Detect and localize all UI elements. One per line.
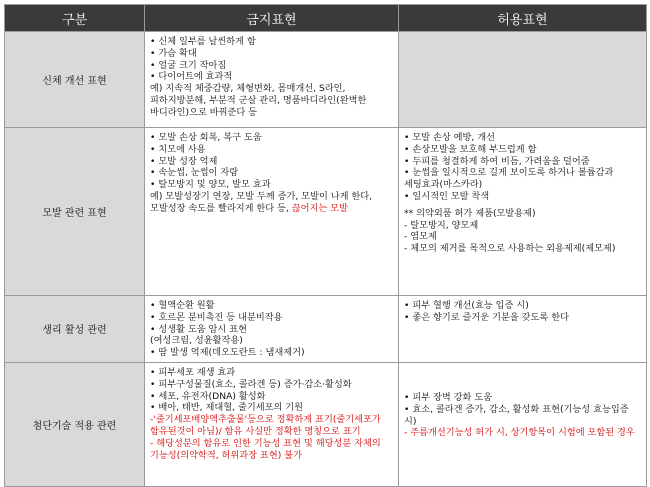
line-text: • 속눈썹, 눈썹이 자람 bbox=[150, 167, 239, 179]
prohibited-line bbox=[150, 179, 393, 191]
line-text: • 혈액순환 원활 bbox=[150, 300, 215, 311]
line-text: 예) 지속적 체중감량, 체형변화, 몸매개선, S라인, 피하지방분해, 부분적 군살 관리, 명품바디라인(완벽한 바디라인)으로 바꿔준다 등 bbox=[150, 83, 367, 118]
line-text: • 성생활 도움 암시 표현 bbox=[150, 323, 247, 335]
highlight-text: -'줄기세포배양액추출물'등으로 정확하게 표기(줄기세포가 함유된것이 아님)/ 함유 사실만 정확한 명칭으로 표기 bbox=[150, 414, 381, 437]
line-text: • 신체 일부를 날씬하게 함 bbox=[150, 36, 256, 47]
row-category: 생리 활성 관련 bbox=[5, 296, 145, 363]
prohibited-cell bbox=[145, 128, 399, 296]
prohibited-line bbox=[150, 300, 393, 312]
line-text: • 땀 발생 억제(데오도란트 : 냄새제거) bbox=[150, 347, 305, 359]
expression-comparison-table bbox=[4, 4, 647, 487]
prohibited-line bbox=[150, 144, 393, 156]
line-text: • 호르몬 분비촉진 등 내분비작용 bbox=[150, 311, 283, 323]
prohibited-line bbox=[150, 312, 393, 324]
prohibited-line bbox=[150, 367, 393, 379]
line-text: • 얼굴 크기 작아짐 bbox=[150, 59, 227, 71]
prohibited-line bbox=[150, 402, 393, 414]
highlight-text: - 해당성분의 함유로 인한 기능성 표현 및 해당성분 자체의 기능성(의약학적, 허위과장 표현) 불가 bbox=[150, 437, 381, 461]
row-category: 모발 관련 표현 bbox=[5, 128, 145, 296]
prohibited-line bbox=[150, 36, 393, 48]
allowed-line bbox=[404, 231, 641, 243]
prohibited-line bbox=[150, 71, 393, 83]
prohibited-line bbox=[150, 60, 393, 72]
line-text: • 모발 손상 회복, 복구 도움 bbox=[150, 132, 262, 143]
prohibited-line bbox=[150, 48, 393, 60]
prohibited-line bbox=[150, 324, 393, 336]
header-category: 구분 bbox=[5, 5, 145, 32]
line-text: • 피부 장벽 강화 도움 bbox=[404, 391, 493, 403]
comparison-table-container bbox=[4, 4, 646, 478]
line-text: • 세포, 유전자(DNA) 활성화 bbox=[150, 390, 266, 402]
allowed-line bbox=[404, 404, 641, 428]
prohibited-line bbox=[150, 335, 393, 347]
header-prohibited: 금지표현 bbox=[145, 5, 399, 32]
row-category: 신체 개선 표현 bbox=[5, 32, 145, 128]
line-text: • 손상모발을 보호해 부드럽게 함 bbox=[404, 143, 537, 155]
line-text: • 다이어트에 효과적 bbox=[150, 71, 233, 83]
line-text: • 피부구성물질(효소, 콜라겐 등) 증가·감소·활성화 bbox=[150, 378, 352, 390]
line-text: ** 의약외품 허가 제품(모발용제) bbox=[404, 207, 536, 219]
highlight-text: - 주름개선기능성 허가 시, 상기항목이 시험에 포함된 경우 bbox=[404, 427, 635, 439]
allowed-cell bbox=[399, 128, 647, 296]
allowed-line bbox=[404, 300, 641, 312]
highlight-text: 끊어지는 모발 bbox=[291, 202, 348, 214]
table-row bbox=[5, 362, 647, 486]
table-header-row bbox=[5, 5, 647, 32]
allowed-line bbox=[404, 392, 641, 404]
prohibited-line bbox=[150, 191, 393, 215]
allowed-line bbox=[404, 191, 641, 203]
line-text: (여성크림, 성윤활작용) bbox=[150, 335, 243, 347]
table-row bbox=[5, 128, 647, 296]
line-text: • 일시적인 모발 착색 bbox=[404, 190, 490, 202]
allowed-line bbox=[404, 243, 641, 255]
line-text: • 두피를 청결하게 하여 비듬, 가려움을 덜어줌 bbox=[404, 155, 590, 167]
prohibited-cell bbox=[145, 296, 399, 363]
allowed-line bbox=[404, 312, 641, 324]
line-text: • 좋은 향기로 즐거운 기분을 갖도록 한다 bbox=[404, 311, 569, 323]
prohibited-line bbox=[150, 167, 393, 179]
table-row bbox=[5, 32, 647, 128]
line-text: • 모발 손상 예방, 개선 bbox=[404, 132, 496, 143]
row-category: 첨단기술 적용 관련 bbox=[5, 362, 145, 486]
allowed-line bbox=[404, 220, 641, 232]
allowed-line bbox=[404, 132, 641, 144]
allowed-line bbox=[404, 167, 641, 191]
line-text: • 효소, 콜라겐 증가, 감소, 활성화 표현(기능성 효능입증 시) bbox=[404, 403, 629, 427]
line-text: • 피부 혈행 개선(효능 입증 시) bbox=[404, 300, 529, 311]
prohibited-line bbox=[150, 414, 393, 438]
prohibited-line bbox=[150, 83, 393, 118]
allowed-cell bbox=[399, 296, 647, 363]
prohibited-cell bbox=[145, 362, 399, 486]
allowed-line bbox=[404, 427, 641, 439]
allowed-cell bbox=[399, 362, 647, 486]
line-text: - 체모의 제거를 목적으로 사용하는 외용제제(제모제) bbox=[404, 243, 616, 255]
line-text: • 치모에 사용 bbox=[150, 143, 206, 155]
line-text: • 배아, 태반, 제대혈, 줄기세포의 기원 bbox=[150, 402, 304, 414]
line-text: • 모발 성장 억제 bbox=[150, 155, 218, 167]
prohibited-line bbox=[150, 132, 393, 144]
line-text: - 염모제 bbox=[404, 231, 437, 243]
line-text: • 피부세포 재생 효과 bbox=[150, 366, 236, 378]
line-text: 예) 모발성장기 연장, 모발 두께 증가, 모발이 나게 한다, 모발성장 속도를 빨라지게 한다 등, bbox=[150, 190, 373, 214]
allowed-line bbox=[404, 156, 641, 168]
line-text: • 눈썹을 일시적으로 길게 보이도록 하거나 볼륨감과 세팅효과(마스카라) bbox=[404, 167, 614, 191]
line-text: - 탈모방지, 양모제 bbox=[404, 219, 479, 231]
line-text: • 탈모방지 및 양모, 발모 효과 bbox=[150, 179, 271, 191]
prohibited-line bbox=[150, 438, 393, 462]
table-row bbox=[5, 296, 647, 363]
prohibited-line bbox=[150, 347, 393, 359]
line-text: • 가슴 확대 bbox=[150, 47, 197, 59]
prohibited-cell bbox=[145, 32, 399, 128]
prohibited-line bbox=[150, 379, 393, 391]
allowed-line bbox=[404, 144, 641, 156]
allowed-cell bbox=[399, 32, 647, 128]
prohibited-line bbox=[150, 156, 393, 168]
allowed-line bbox=[404, 208, 641, 220]
prohibited-line bbox=[150, 391, 393, 403]
header-allowed: 허용표현 bbox=[399, 5, 647, 32]
